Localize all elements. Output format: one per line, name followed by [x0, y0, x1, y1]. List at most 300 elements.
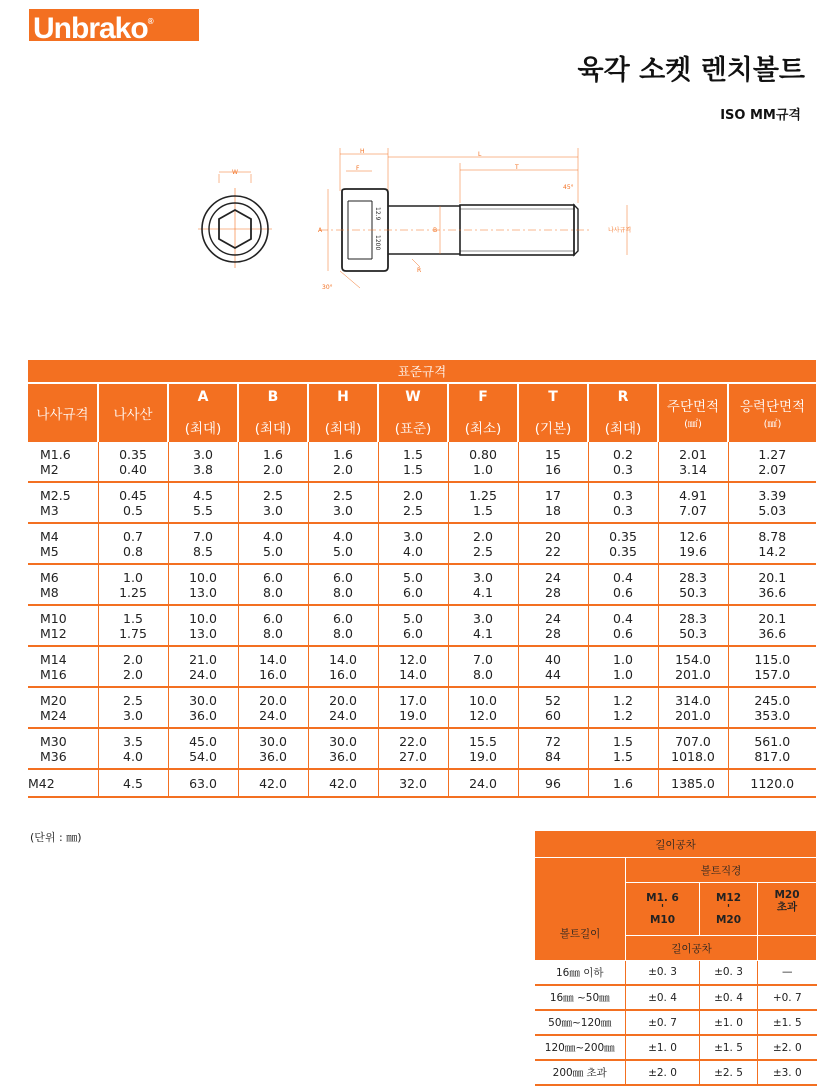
label-45: 45°	[563, 184, 574, 191]
table-row	[28, 482, 816, 523]
registered-mark: ®	[147, 17, 153, 26]
cell-value: 50.3	[679, 585, 707, 600]
cell-h	[308, 687, 378, 728]
cell-main	[658, 564, 728, 605]
cell-value: M1.6	[40, 447, 71, 462]
cell-value: 28	[545, 626, 561, 641]
cell-value: 63.0	[189, 776, 217, 791]
cell-value: 707.0	[675, 734, 711, 749]
cell-w	[378, 646, 448, 687]
cell-main	[658, 523, 728, 564]
page-title: 육각 소켓 렌치볼트	[577, 55, 805, 86]
col-header: A (최대)	[168, 383, 238, 442]
cell-value: 0.3	[613, 503, 633, 518]
table-row	[28, 728, 816, 769]
cell-value: 6.0	[333, 570, 353, 585]
cell-value: 3.0	[333, 503, 353, 518]
bolt-side-view	[318, 148, 631, 291]
cell-value: 19.6	[679, 544, 707, 559]
tol-cell-length: 50㎜~120㎜	[535, 1010, 626, 1035]
cell-a	[168, 728, 238, 769]
tol-row	[535, 961, 817, 986]
cell-stress	[728, 523, 816, 564]
cell-value: 19.0	[469, 749, 497, 764]
cell-value: 28	[545, 585, 561, 600]
cell-value: 1.6	[333, 447, 353, 462]
cell-value: 54.0	[189, 749, 217, 764]
cell-main	[658, 728, 728, 769]
cell-r	[588, 605, 658, 646]
cell-value: 22.0	[399, 734, 427, 749]
cell-value: 7.0	[473, 652, 493, 667]
cell-value: 6.0	[403, 626, 423, 641]
table-row	[28, 523, 816, 564]
cell-h	[308, 605, 378, 646]
tol-caption: 길이공차	[535, 831, 817, 858]
page-subtitle: ISO MM규격	[720, 108, 801, 123]
cell-pitch	[98, 564, 168, 605]
cell-value: 3.0	[403, 529, 423, 544]
label-t: T	[515, 164, 519, 171]
cell-value: 4.1	[473, 585, 493, 600]
cell-value: 20.1	[758, 570, 787, 585]
table-row	[28, 769, 816, 797]
tol-subheader: 길이공차	[626, 936, 758, 961]
cell-value: M42	[28, 776, 55, 791]
bolt-length-header: 볼트길이	[535, 858, 626, 961]
cell-value: 8.78	[758, 529, 787, 544]
cell-b	[238, 605, 308, 646]
tol-col-m12-m20: M12 ' M20	[700, 883, 758, 936]
cell-value: 5.5	[193, 503, 213, 518]
cell-value: 314.0	[675, 693, 711, 708]
unit-note: (단위 : ㎜)	[30, 831, 82, 844]
cell-value: M20	[40, 693, 67, 708]
cell-value: 2.5	[263, 488, 283, 503]
cell-value: 1.6	[613, 776, 633, 791]
cell-pitch	[98, 442, 168, 482]
tol-body	[535, 961, 817, 1086]
cell-value: 0.5	[123, 503, 143, 518]
cell-value: 1.5	[613, 749, 633, 764]
cell-value: 10.0	[469, 693, 497, 708]
cell-value: 1.5	[473, 503, 493, 518]
cell-value: 0.45	[119, 488, 147, 503]
col-header: 나사규격	[28, 383, 98, 442]
tol-row	[535, 985, 817, 1010]
head-mark-2: 1200	[374, 235, 381, 251]
cell-value: 1.0	[473, 462, 493, 477]
cell-value: 0.35	[119, 447, 147, 462]
cell-b	[238, 523, 308, 564]
cell-value: 5.0	[403, 570, 423, 585]
cell-value: 0.4	[613, 611, 633, 626]
cell-value: 8.0	[263, 626, 283, 641]
cell-r	[588, 523, 658, 564]
col-header: 응력단면적 (㎟)	[728, 383, 816, 442]
tol-cell-length: 16㎜ ~50㎜	[535, 985, 626, 1010]
table-row	[28, 442, 816, 482]
label-w: W	[232, 169, 238, 176]
cell-a	[168, 442, 238, 482]
tol-row	[535, 1060, 817, 1085]
cell-value: M16	[40, 667, 67, 682]
cell-value: 12.0	[469, 708, 497, 723]
cell-size	[28, 523, 98, 564]
tol-cell-length: 120㎜~200㎜	[535, 1035, 626, 1060]
tol-cell-v1: ±2. 0	[626, 1060, 700, 1085]
cell-r	[588, 442, 658, 482]
cell-value: 4.0	[333, 529, 353, 544]
cell-value: 115.0	[754, 652, 791, 667]
tol-cell-v2: ±0. 4	[700, 985, 758, 1010]
bolt-drawing	[190, 143, 650, 303]
cell-stress	[728, 646, 816, 687]
cell-value: 14.2	[758, 544, 787, 559]
cell-value: M3	[40, 503, 59, 518]
tol-cell-length: 16㎜ 이하	[535, 961, 626, 986]
cell-value: M14	[40, 652, 67, 667]
cell-w	[378, 687, 448, 728]
cell-value: 2.5	[123, 693, 143, 708]
table-row	[28, 687, 816, 728]
cell-value: 21.0	[189, 652, 217, 667]
cell-value: 24	[545, 570, 561, 585]
standard-spec-table	[28, 360, 816, 798]
cell-value: 4.1	[473, 626, 493, 641]
cell-stress	[728, 769, 816, 797]
cell-t	[518, 646, 588, 687]
cell-value: 245.0	[754, 693, 791, 708]
cell-b	[238, 769, 308, 797]
cell-value: 32.0	[399, 776, 427, 791]
cell-size	[28, 769, 98, 797]
cell-w	[378, 442, 448, 482]
cell-value: M2	[40, 462, 59, 477]
cell-value: 154.0	[675, 652, 711, 667]
cell-t	[518, 687, 588, 728]
cell-value: 0.7	[123, 529, 143, 544]
head-mark-1: 12.9	[374, 207, 381, 221]
cell-value: 1.2	[613, 693, 633, 708]
cell-value: 1.75	[119, 626, 147, 641]
table-row	[28, 646, 816, 687]
cell-w	[378, 769, 448, 797]
cell-pitch	[98, 769, 168, 797]
cell-b	[238, 442, 308, 482]
cell-value: 14.0	[329, 652, 357, 667]
cell-value: 3.5	[123, 734, 143, 749]
label-h: H	[360, 148, 365, 155]
cell-value: 5.0	[403, 611, 423, 626]
cell-value: 14.0	[399, 667, 427, 682]
cell-t	[518, 605, 588, 646]
cell-value: 24.0	[469, 776, 497, 791]
cell-stress	[728, 605, 816, 646]
cell-value: 3.0	[473, 570, 493, 585]
cell-value: 0.3	[613, 488, 633, 503]
cell-value: 20.1	[758, 611, 787, 626]
cell-value: M36	[40, 749, 67, 764]
cell-value: 201.0	[675, 667, 711, 682]
tol-col-over-m20: M20 초과	[758, 883, 817, 936]
cell-value: 36.6	[758, 585, 787, 600]
cell-value: 28.3	[679, 570, 707, 585]
cell-main	[658, 442, 728, 482]
cell-value: 19.0	[399, 708, 427, 723]
cell-value: 4.91	[679, 488, 707, 503]
label-30: 30°	[322, 284, 333, 291]
cell-value: 36.0	[259, 749, 287, 764]
cell-value: 10.0	[189, 570, 217, 585]
cell-size	[28, 442, 98, 482]
cell-h	[308, 482, 378, 523]
cell-stress	[728, 442, 816, 482]
cell-h	[308, 769, 378, 797]
cell-value: 561.0	[754, 734, 791, 749]
cell-main	[658, 687, 728, 728]
cell-value: 17.0	[399, 693, 427, 708]
cell-value: 1.27	[758, 447, 787, 462]
cell-value: 4.0	[123, 749, 143, 764]
cell-value: 27.0	[399, 749, 427, 764]
cell-value: 6.0	[403, 585, 423, 600]
label-b: B	[433, 227, 438, 234]
cell-value: M8	[40, 585, 59, 600]
cell-value: 6.0	[263, 570, 283, 585]
tol-cell-length: 200㎜ 초과	[535, 1060, 626, 1085]
cell-value: 1120.0	[750, 776, 795, 791]
cell-value: M4	[40, 529, 59, 544]
tol-cell-v2: ±1. 5	[700, 1035, 758, 1060]
cell-r	[588, 728, 658, 769]
cell-a	[168, 482, 238, 523]
cell-a	[168, 687, 238, 728]
cell-w	[378, 523, 448, 564]
cell-value: 4.5	[193, 488, 213, 503]
cell-value: 1385.0	[671, 776, 715, 791]
label-a: A	[318, 227, 323, 234]
cell-h	[308, 646, 378, 687]
cell-value: 0.8	[123, 544, 143, 559]
cell-stress	[728, 564, 816, 605]
cell-value: 8.0	[333, 585, 353, 600]
cell-value: 8.0	[333, 626, 353, 641]
cell-value: 16.0	[329, 667, 357, 682]
cell-size	[28, 728, 98, 769]
cell-a	[168, 605, 238, 646]
cell-a	[168, 646, 238, 687]
col-header: F (최소)	[448, 383, 518, 442]
cell-value: 12.0	[399, 652, 427, 667]
cell-value: 0.3	[613, 462, 633, 477]
cell-value: 42.0	[329, 776, 357, 791]
cell-t	[518, 769, 588, 797]
cell-value: 4.0	[263, 529, 283, 544]
col-header: B (최대)	[238, 383, 308, 442]
tol-col-m1-6-m10: M1. 6 ' M10	[626, 883, 700, 936]
cell-value: 5.0	[263, 544, 283, 559]
cell-value: 22	[545, 544, 561, 559]
cell-value: 1.5	[403, 462, 423, 477]
cell-w	[378, 482, 448, 523]
cell-value: 36.6	[758, 626, 787, 641]
cell-value: 1.5	[403, 447, 423, 462]
cell-value: 2.0	[123, 667, 143, 682]
cell-pitch	[98, 728, 168, 769]
cell-value: 0.4	[613, 570, 633, 585]
cell-value: 13.0	[189, 585, 217, 600]
tol-cell-v3: ±1. 5	[758, 1010, 817, 1035]
cell-main	[658, 769, 728, 797]
cell-value: 15	[545, 447, 561, 462]
cell-value: 50.3	[679, 626, 707, 641]
cell-value: 5.03	[758, 503, 787, 518]
cell-value: 24.0	[189, 667, 217, 682]
tol-cell-v1: ±0. 4	[626, 985, 700, 1010]
table-caption: 표준규격	[28, 360, 816, 383]
tol-row	[535, 1010, 817, 1035]
cell-value: 1.5	[123, 611, 143, 626]
cell-value: 3.8	[193, 462, 213, 477]
cell-w	[378, 564, 448, 605]
cell-value: 2.5	[403, 503, 423, 518]
cell-value: 8.0	[473, 667, 493, 682]
cell-value: 1.0	[123, 570, 143, 585]
col-header: W (표준)	[378, 383, 448, 442]
cell-value: 2.0	[263, 462, 283, 477]
cell-size	[28, 687, 98, 728]
cell-value: 4.0	[403, 544, 423, 559]
cell-f	[448, 482, 518, 523]
cell-pitch	[98, 646, 168, 687]
socket-head-end-view	[198, 169, 272, 268]
cell-value: 6.0	[263, 611, 283, 626]
cell-a	[168, 564, 238, 605]
logo-text: Unbrako	[33, 12, 148, 45]
cell-value: 201.0	[675, 708, 711, 723]
cell-value: 3.0	[193, 447, 213, 462]
cell-value: 96	[545, 776, 561, 791]
cell-value: 30.0	[189, 693, 217, 708]
cell-value: 14.0	[259, 652, 287, 667]
cell-t	[518, 482, 588, 523]
cell-f	[448, 442, 518, 482]
length-tolerance-table	[534, 830, 817, 1086]
tol-subheader-blank	[758, 936, 817, 961]
cell-value: 84	[545, 749, 561, 764]
cell-value: 24	[545, 611, 561, 626]
cell-value: 2.5	[333, 488, 353, 503]
brand-logo	[29, 9, 199, 45]
cell-value: 4.5	[123, 776, 143, 791]
cell-value: 36.0	[329, 749, 357, 764]
cell-b	[238, 728, 308, 769]
table-body	[28, 442, 816, 797]
label-f: F	[356, 165, 360, 172]
cell-value: 20.0	[259, 693, 287, 708]
cell-pitch	[98, 523, 168, 564]
cell-h	[308, 728, 378, 769]
cell-value: 28.3	[679, 611, 707, 626]
cell-f	[448, 523, 518, 564]
table-row	[28, 564, 816, 605]
cell-value: 157.0	[754, 667, 791, 682]
cell-main	[658, 482, 728, 523]
cell-t	[518, 523, 588, 564]
cell-main	[658, 605, 728, 646]
tol-cell-v3: ±2. 0	[758, 1035, 817, 1060]
cell-w	[378, 728, 448, 769]
col-header: 나사산	[98, 383, 168, 442]
cell-value: 13.0	[189, 626, 217, 641]
cell-value: 0.35	[609, 529, 637, 544]
cell-value: 6.0	[333, 611, 353, 626]
cell-value: 0.6	[613, 626, 633, 641]
cell-value: 2.0	[473, 529, 493, 544]
cell-value: 20	[545, 529, 561, 544]
label-r: R	[417, 267, 422, 274]
cell-value: 15.5	[469, 734, 497, 749]
cell-value: 45.0	[189, 734, 217, 749]
cell-value: 7.07	[679, 503, 707, 518]
cell-main	[658, 646, 728, 687]
cell-stress	[728, 687, 816, 728]
tol-cell-v3: —	[758, 961, 817, 986]
cell-f	[448, 605, 518, 646]
cell-h	[308, 442, 378, 482]
cell-value: 2.0	[333, 462, 353, 477]
cell-value: 1.25	[469, 488, 497, 503]
cell-value: 1018.0	[671, 749, 715, 764]
cell-a	[168, 769, 238, 797]
tol-cell-v2: ±2. 5	[700, 1060, 758, 1085]
cell-pitch	[98, 605, 168, 646]
col-header: R (최대)	[588, 383, 658, 442]
cell-value: 60	[545, 708, 561, 723]
cell-b	[238, 646, 308, 687]
cell-value: 36.0	[189, 708, 217, 723]
cell-value: 1.5	[613, 734, 633, 749]
tol-cell-v1: ±0. 7	[626, 1010, 700, 1035]
cell-size	[28, 646, 98, 687]
cell-pitch	[98, 482, 168, 523]
cell-value: 12.6	[679, 529, 707, 544]
cell-value: 16	[545, 462, 561, 477]
cell-value: 44	[545, 667, 561, 682]
cell-value: 5.0	[333, 544, 353, 559]
cell-value: 1.0	[613, 667, 633, 682]
cell-value: 42.0	[259, 776, 287, 791]
cell-value: 0.80	[469, 447, 497, 462]
cell-value: 3.0	[123, 708, 143, 723]
cell-t	[518, 564, 588, 605]
cell-value: 353.0	[754, 708, 791, 723]
cell-value: 1.25	[119, 585, 147, 600]
label-thread: 나사규격	[608, 227, 632, 234]
cell-value: 2.07	[758, 462, 787, 477]
bolt-diameter-header: 볼트직경	[626, 858, 817, 883]
tol-cell-v2: ±0. 3	[700, 961, 758, 986]
cell-value: 18	[545, 503, 561, 518]
cell-value: 3.0	[473, 611, 493, 626]
col-header: H (최대)	[308, 383, 378, 442]
cell-value: 1.6	[263, 447, 283, 462]
cell-h	[308, 564, 378, 605]
cell-value: 0.2	[613, 447, 633, 462]
cell-value: 16.0	[259, 667, 287, 682]
cell-value: 30.0	[259, 734, 287, 749]
